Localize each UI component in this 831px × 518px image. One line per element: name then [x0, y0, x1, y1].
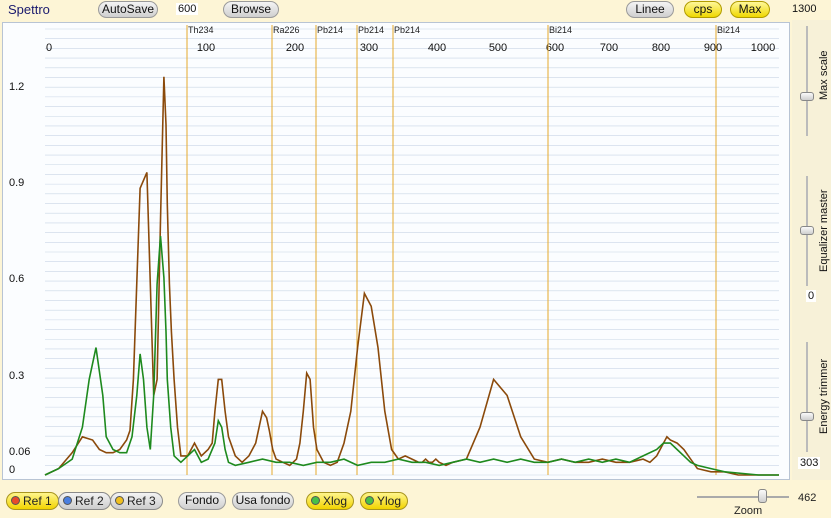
- browse-button[interactable]: Browse: [223, 1, 279, 18]
- usa-fondo-button[interactable]: Usa fondo: [232, 492, 294, 510]
- y-tick-label: 0.06: [9, 446, 31, 458]
- ref3-indicator-icon: [115, 496, 124, 505]
- top-toolbar: [0, 0, 831, 20]
- spectrum-plot[interactable]: [2, 22, 790, 480]
- zoom-value: 462: [798, 492, 817, 504]
- ref3-toggle[interactable]: [110, 492, 163, 510]
- bottom-toolbar: [0, 484, 831, 518]
- spectrum-series-brown: [45, 77, 779, 475]
- ref1-label: Ref 1: [23, 494, 52, 508]
- isotope-label: Bi214: [717, 25, 741, 35]
- ref2-toggle[interactable]: [58, 492, 111, 510]
- xlog-indicator-icon: [311, 496, 320, 505]
- x-tick-label: 300: [359, 42, 379, 54]
- isotope-label: Bi214: [549, 25, 573, 35]
- x-tick-label: 800: [651, 42, 671, 54]
- fondo-button[interactable]: Fondo: [178, 492, 226, 510]
- max-value[interactable]: 1300: [792, 3, 817, 15]
- xlog-toggle[interactable]: [306, 492, 354, 510]
- energy-trimmer-label: Energy trimmer: [818, 358, 830, 434]
- equalizer-value[interactable]: 0: [808, 290, 815, 302]
- x-tick-label: 1000: [750, 42, 776, 54]
- ref2-label: Ref 2: [75, 494, 104, 508]
- max-button[interactable]: Max: [730, 1, 770, 18]
- ref3-label: Ref 3: [127, 494, 156, 508]
- y-tick-label: 0: [9, 464, 16, 476]
- y-tick-label: 0.9: [9, 177, 25, 189]
- cps-button[interactable]: cps: [684, 1, 722, 18]
- spectrum-chart: [3, 23, 791, 481]
- y-tick-label: 1.2: [9, 81, 25, 93]
- ylog-label: Ylog: [377, 494, 402, 508]
- equalizer-label: Equalizer master: [818, 189, 830, 272]
- isotope-label: Ra226: [273, 25, 300, 35]
- equalizer-thumb[interactable]: [800, 226, 814, 235]
- ref1-indicator-icon: [11, 496, 20, 505]
- x-tick-label: 600: [545, 42, 565, 54]
- max-scale-label: Max scale: [818, 50, 830, 100]
- x-tick-label: 400: [427, 42, 447, 54]
- zoom-label: Zoom: [734, 505, 763, 517]
- x-tick-label: 500: [488, 42, 508, 54]
- zoom-slider-thumb[interactable]: [758, 489, 767, 503]
- isotope-label: Pb214: [394, 25, 421, 35]
- autosave-button[interactable]: AutoSave: [98, 1, 158, 18]
- ylog-toggle[interactable]: [360, 492, 408, 510]
- ylog-indicator-icon: [365, 496, 374, 505]
- xlog-label: Xlog: [323, 494, 348, 508]
- x-tick-label: 200: [285, 42, 305, 54]
- ref1-toggle[interactable]: [6, 492, 59, 510]
- ref2-indicator-icon: [63, 496, 72, 505]
- max-scale-thumb[interactable]: [800, 92, 814, 101]
- x-tick-label: 900: [703, 42, 723, 54]
- right-control-panel: [792, 20, 831, 480]
- max-scale-track[interactable]: [806, 26, 808, 136]
- isotope-label: Pb214: [317, 25, 344, 35]
- isotope-label: Th234: [188, 25, 214, 35]
- isotope-label: Pb214: [358, 25, 385, 35]
- x-tick-label: 700: [599, 42, 619, 54]
- energy-trimmer-thumb[interactable]: [800, 412, 814, 421]
- y-tick-label: 0.6: [9, 273, 25, 285]
- linee-button[interactable]: Linee: [626, 1, 674, 18]
- x-tick-label: 100: [196, 42, 216, 54]
- x-tick-label: 0: [45, 42, 53, 54]
- zoom-slider-track[interactable]: [697, 496, 789, 498]
- energy-trimmer-track[interactable]: [806, 342, 808, 452]
- y-tick-label: 0.3: [9, 370, 25, 382]
- autosave-value[interactable]: 600: [178, 3, 197, 15]
- app-title: Spettro: [8, 2, 50, 17]
- energy-trimmer-value[interactable]: 303: [800, 457, 819, 469]
